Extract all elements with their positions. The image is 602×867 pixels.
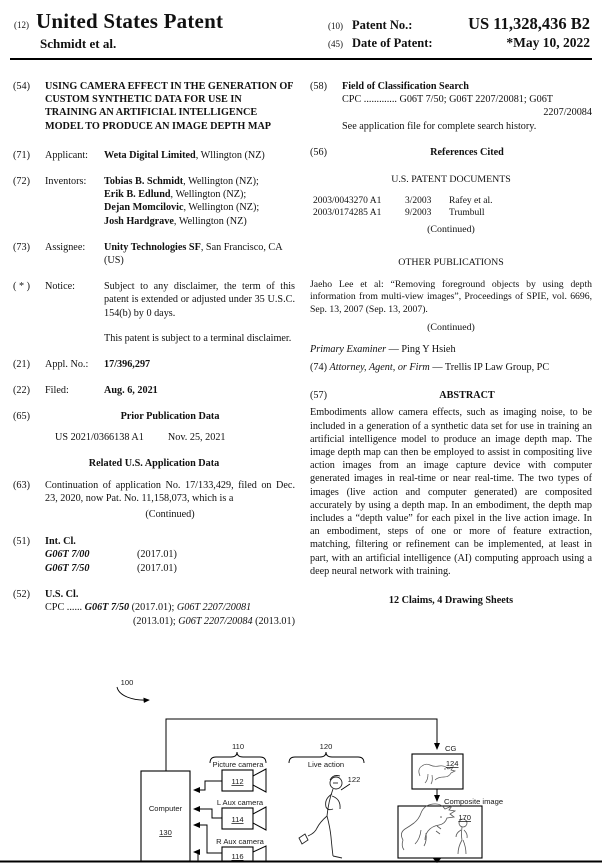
field-search-cpc-wrap: 2207/20084 — [543, 107, 592, 119]
section-code-22: (22) — [13, 385, 30, 397]
assignee-location: , San Francisco, CA (US) — [104, 241, 283, 267]
appl-no-label: Appl. No.: — [45, 359, 89, 371]
section-code-notice: ( * ) — [13, 281, 30, 293]
composite-image-label: Composite image — [444, 797, 504, 806]
picture-camera-ref: 112 — [231, 777, 244, 786]
section-code-56: (56) — [310, 146, 327, 158]
assignee-value — [104, 241, 295, 267]
inventor-line: Erik B. Edlund, Wellington (NZ); — [104, 189, 247, 201]
other-publications-continued: (Continued) — [427, 321, 475, 333]
header-right — [328, 9, 590, 52]
primary-examiner-name: — Ping Y Hsieh — [388, 343, 456, 355]
attorney-label: Attorney, Agent, or Firm — [329, 362, 430, 373]
attorney-line — [310, 361, 592, 374]
section-code-71: (71) — [13, 149, 30, 161]
section-73-assignee — [13, 241, 295, 267]
section-65-prior-publication — [13, 410, 295, 443]
signal-bus-line — [166, 719, 437, 771]
cameras-group-ref: 110 — [231, 742, 245, 751]
other-publication-entry: Jaeho Lee et al: “Removing foreground objects by using depth information from multi-view images”, Proceedings of SPIE, vol. 6696, Sep. 13, 2007 (Sep. 13, 2007). — [310, 278, 592, 315]
us-cl-heading: U.S. Cl. — [45, 589, 79, 601]
us-cl-cpc-line2: (2013.01); G06T 2207/20084 (2013.01) — [133, 615, 295, 627]
composite-ref: 170 — [458, 813, 471, 822]
related-application-heading: Related U.S. Application Data — [88, 457, 220, 469]
abstract-text: Embodiments allow camera effects, such as imaging noise, to be included in a generation of a synthetic data set for use in training an artificial intelligence model to produce an image depth map. The image depth map can then be employed to assist in compositing live action images from an image capture device with computer generated images in real-time or near real-time. The two types of images (live action and computer generated) are composited accurately by using a depth map. In an embodiment, the depth map includes a “depth value” for each pixel in the live action image. In an embodiment, steps of one or more of feature extraction, matching, filtering or refinement can be implemented, at least in part, with an artificial intelligence (AI) computing approach using a deep neural network with training. — [310, 407, 592, 577]
notice-paragraph-2: This patent is subject to a terminal disclaimer. — [104, 332, 292, 344]
inventors-label: Inventors: — [45, 176, 87, 188]
section-58-field-search — [310, 80, 592, 133]
prior-pub-number: US 2021/0366138 A1 — [55, 431, 144, 443]
prior-pub-heading: Prior Publication Data — [120, 411, 220, 423]
actor-pointer-line — [341, 784, 350, 790]
field-search-cpc: CPC ............. G06T 7/50; G06T 2207/20081; G06T — [342, 94, 554, 106]
section-code-52: (52) — [13, 589, 30, 601]
live-action-ref: 120 — [319, 742, 333, 751]
section-code-65: (65) — [13, 411, 30, 423]
patent-date-label: Date of Patent: — [352, 36, 433, 50]
attorney-code: (74) — [310, 362, 327, 373]
inventor-line: Tobias B. Schmidt, Wellington (NZ); — [104, 176, 259, 188]
section-code-63: (63) — [13, 480, 30, 492]
two-column-body — [0, 60, 602, 641]
actor-ref-label: 122 — [347, 775, 361, 784]
picture-camera-label: Picture camera — [212, 760, 264, 769]
section-21-appl-no — [13, 358, 295, 371]
patent-no-label: Patent No.: — [352, 18, 413, 32]
assignee-name: Unity Technologies SF — [104, 241, 201, 253]
filed-value: Aug. 6, 2021 — [104, 385, 158, 397]
section-57-abstract-heading — [310, 389, 592, 402]
field-search-heading: Field of Classification Search — [342, 81, 469, 92]
section-notice — [13, 280, 295, 345]
computer-label: Computer — [148, 804, 183, 813]
raux-camera-ref: 116 — [231, 852, 244, 861]
applicant-value — [104, 149, 295, 162]
attorney-name: — Trellis IP Law Group, PC — [432, 362, 550, 373]
kind-code-12: (12) — [14, 20, 29, 30]
int-cl-entry: G06T 7/50 (2017.01) — [45, 563, 177, 575]
laux-camera-label: L Aux camera — [216, 798, 264, 807]
int-cl-heading: Int. Cl. — [45, 535, 76, 547]
computer-box — [141, 771, 190, 861]
filed-label: Filed: — [45, 385, 69, 397]
notice-paragraph-1: Subject to any disclaimer, the term of this patent is extended or adjusted under 35 U.S.C. 154(b) by 0 days. — [104, 281, 295, 319]
header-left — [14, 9, 223, 52]
figure-ref-label: 100 — [120, 678, 134, 687]
computer-ref: 130 — [159, 828, 172, 837]
connector-camera-114 — [194, 809, 222, 818]
us-patent-documents-heading: U.S. PATENT DOCUMENTS — [391, 174, 511, 186]
other-publications-heading: OTHER PUBLICATIONS — [398, 256, 504, 268]
inventor-line: Josh Hardgrave, Wellington (NZ) — [104, 215, 247, 227]
notice-label: Notice: — [45, 281, 75, 293]
connector-from-below — [194, 852, 198, 861]
section-code-58: (58) — [310, 81, 327, 92]
camera-lens-icon — [253, 769, 266, 792]
applicant-location: , Wllington (NZ) — [195, 149, 265, 161]
laux-camera-ref: 114 — [231, 815, 244, 824]
continuation-text: Continuation of application No. 17/133,429, filed on Dec. 23, 2020, now Pat. No. 11,158,073, which is a — [45, 480, 295, 505]
raux-camera-label: R Aux camera — [216, 837, 264, 846]
us-cl-cpc-line1: CPC ...... G06T 7/50 (2017.01); G06T 2207/20081 — [45, 602, 252, 614]
section-52-us-cl — [13, 588, 295, 628]
assignee-label: Assignee: — [45, 241, 86, 253]
section-63-continuation — [13, 479, 295, 522]
section-code-21: (21) — [13, 359, 30, 371]
prior-pub-entry — [45, 431, 295, 444]
section-code-73: (73) — [13, 241, 30, 253]
camera-lens-icon — [253, 846, 266, 861]
cg-label: CG — [445, 744, 457, 753]
figure-ref-arrow — [117, 687, 149, 700]
live-action-label: Live action — [307, 760, 345, 769]
connector-camera-112 — [194, 781, 222, 790]
camera-lens-icon — [253, 807, 266, 830]
header — [0, 0, 602, 52]
patent-date-value: *May 10, 2022 — [506, 35, 590, 50]
prior-pub-date: Nov. 25, 2021 — [167, 431, 226, 443]
section-72-inventors — [13, 175, 295, 228]
patent-no-value: US 11,328,436 B2 — [468, 14, 590, 33]
patent-documents-table — [310, 196, 592, 236]
patent-document-row: 2003/0174285 A1 9/2003 Trumbull — [313, 207, 485, 218]
abstract-heading: ABSTRACT — [439, 390, 495, 402]
section-56-references — [310, 146, 592, 159]
claims-note: 12 Claims, 4 Drawing Sheets — [388, 595, 514, 607]
int-cl-entry: G06T 7/00 (2017.01) — [45, 549, 177, 561]
document-type-title: United States Patent — [36, 9, 224, 33]
section-code-72: (72) — [13, 176, 30, 188]
actor-figure — [299, 776, 342, 859]
field-search-note: See application file for complete search history. — [342, 120, 537, 132]
section-54-title — [13, 80, 295, 136]
section-code-57: (57) — [310, 390, 327, 402]
references-heading: References Cited — [430, 146, 504, 158]
references-continued: (Continued) — [427, 224, 475, 236]
inventor-short-name: Schmidt et al. — [40, 36, 117, 51]
notice-text — [104, 280, 295, 345]
inventor-line: Dejan Momcilovic, Wellington (NZ); — [104, 202, 260, 214]
section-code-54: (54) — [13, 81, 30, 92]
cg-ref: 124 — [445, 759, 459, 768]
section-code-51: (51) — [13, 535, 30, 547]
section-22-filed — [13, 384, 295, 397]
continuation-continued: (Continued) — [145, 509, 195, 521]
section-71-applicant — [13, 149, 295, 162]
right-column — [310, 80, 592, 641]
figure-100-diagram — [0, 670, 602, 867]
patent-document-row: 2003/0043270 A1 3/2003 Rafey et al. — [313, 196, 493, 207]
appl-no-value: 17/396,297 — [104, 359, 151, 371]
primary-examiner-line — [310, 343, 592, 356]
patent-no-code: (10) — [328, 21, 343, 31]
section-51-int-cl — [13, 535, 295, 576]
inventors-list — [104, 175, 295, 228]
primary-examiner-label: Primary Examiner — [310, 343, 387, 355]
patent-date-code: (45) — [328, 39, 343, 49]
invention-title: USING CAMERA EFFECT IN THE GENERATION OF CUSTOM SYNTHETIC DATA FOR USE IN TRAINING AN ARTIFICIAL INTELLIGENCE MODEL TO PRODUCE AN IMAGE DEPTH MAP — [45, 81, 294, 132]
applicant-name: Weta Digital Limited — [104, 149, 196, 161]
applicant-label: Applicant: — [45, 149, 89, 161]
left-column — [13, 80, 295, 641]
